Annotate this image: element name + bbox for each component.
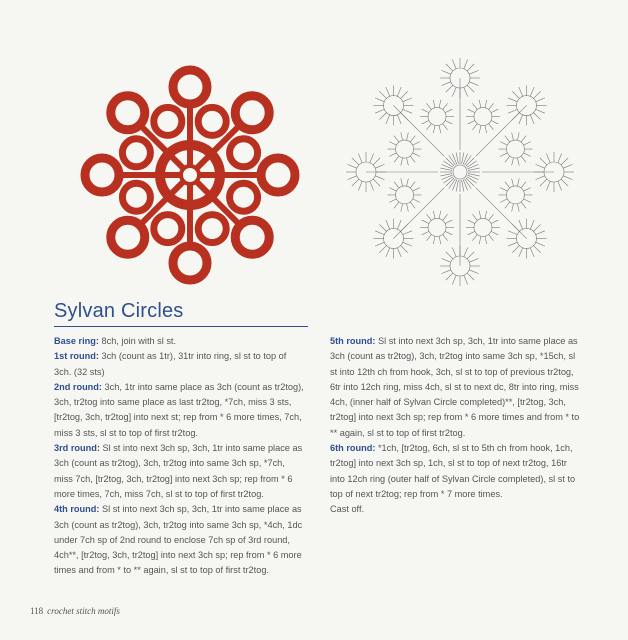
diagram-ring-stitch [375, 109, 384, 113]
diagram-ring-stitch [508, 98, 517, 102]
diagram-ring-stitch [472, 124, 477, 130]
diagram-inner-ring [396, 186, 414, 204]
diagram-ring-stitch [512, 224, 519, 231]
diagram-ring-stitch [443, 103, 448, 109]
diagram-stitch [452, 179, 457, 190]
diagram-ring-stitch [489, 103, 494, 109]
diagram-ring-stitch [407, 132, 409, 140]
diagram-ring-stitch [403, 98, 412, 102]
diagram-ring-stitch [491, 231, 498, 234]
diagram-ring-stitch [530, 115, 534, 124]
instruction-base-ring: Base ring: 8ch, join with sl st. [54, 336, 177, 346]
diagram-ring-stitch [407, 204, 409, 212]
diagram-ring-stitch [370, 181, 374, 190]
diagram-ring-stitch [443, 124, 448, 130]
diagram-ring-stitch [352, 158, 359, 165]
diagram-ring-stitch [479, 125, 481, 133]
diagram-ring-stitch [491, 220, 498, 223]
diagram-ring-stitch [524, 199, 531, 202]
diagram-inner-ring [428, 218, 446, 236]
title-rule [54, 326, 308, 327]
inner-ring [122, 183, 150, 211]
diagram-ring-stitch [505, 202, 510, 208]
diagram-ring-stitch [410, 136, 415, 142]
diagram-ring-stitch [546, 181, 550, 190]
diagram-ring-stitch [413, 199, 420, 202]
diagram-ring-stitch [517, 158, 519, 166]
diagram-ring-stitch [389, 142, 396, 145]
diagram-ring-stitch [410, 202, 415, 208]
diagram-ring-stitch [500, 188, 507, 191]
diagram-ring-stitch [508, 242, 517, 246]
diagram-ring-stitch [401, 224, 408, 231]
diagram-ring-stitch [530, 248, 534, 257]
diagram-ring-stitch [397, 87, 401, 96]
diagram-ring-stitch [397, 220, 401, 229]
diagram-ring-stitch [375, 242, 384, 246]
diagram-ring-stitch [534, 91, 541, 98]
diagram-ring-stitch [397, 115, 401, 124]
diagram-ring-stitch [426, 214, 431, 220]
diagram-ring-stitch [379, 224, 386, 231]
diagram-ring-stitch [472, 214, 477, 220]
diagram-ring-stitch [530, 87, 534, 96]
instruction-round-5: 5th round: Sl st into next 3ch sp, 3ch, 1tr into same place as 3ch (count as tr2tog), 3ch, tr2tog into same 3ch sp, *15ch, sl st into 12th ch from hook, 3ch, sl st to top of previous tr2tog, 6tr into 12ch ring, miss 4ch, sl st to next dc, 8tr into ring, miss 4ch, (inner half of Sylvan Circle completed)**, [tr2tog, 3ch, tr2tog] into next 3ch sp; rep from * 6 more times and from * to ** again, sl st to top of first tr2tog. [330, 336, 580, 438]
diagram-ring-stitch [401, 204, 403, 212]
diagram-inner-ring [396, 140, 414, 158]
diagram-ring-stitch [443, 214, 448, 220]
diagram-ring-stitch [422, 231, 429, 234]
diagram-ring-stitch [386, 220, 390, 229]
diagram-stitch [467, 164, 478, 169]
outer-ring [173, 246, 207, 280]
diagram-ring-stitch [426, 103, 431, 109]
diagram-ring-stitch [452, 248, 456, 257]
diagram-ring-stitch [519, 220, 523, 229]
diagram-ring-stitch [468, 109, 475, 112]
diagram-ring-stitch [500, 142, 507, 145]
diagram-ring-stitch [485, 100, 487, 108]
instruction-round-6: 6th round: *1ch, [tr2tog, 6ch, sl st to 5th ch from hook, 1ch, tr2tog] into next 3ch sp, 1ch, sl st to top of next tr2tog, 16tr into 12ch ring (outer half of Sylvan Circle completed), sl st to top of next tr2tog; rep from * 7 more times. [330, 443, 576, 499]
diagram-ring-stitch [517, 132, 519, 140]
diagram-ring-stitch [370, 154, 374, 163]
diagram-ring-stitch [512, 91, 519, 98]
diagram-ring-stitch [445, 220, 452, 223]
diagram-ring-stitch [479, 100, 481, 108]
diagram-ring-stitch [508, 231, 517, 235]
diagram-ring-stitch [530, 220, 534, 229]
diagram-ring-stitch [433, 211, 435, 219]
diagram-ring-stitch [422, 220, 429, 223]
diagram-ring-stitch [352, 179, 359, 186]
diagram-ring-stitch [401, 246, 408, 253]
diagram-ring-stitch [446, 252, 453, 259]
diagram-inner-ring [506, 140, 524, 158]
diagram-ring-stitch [422, 109, 429, 112]
diagram-ring-stitch [561, 158, 568, 165]
diagram-ring-stitch [401, 91, 408, 98]
outer-ring [235, 220, 269, 254]
diagram-ring-stitch [540, 179, 547, 186]
diagram-ring-stitch [397, 248, 401, 257]
motif-photo [70, 60, 310, 290]
diagram-ring-stitch [521, 136, 526, 142]
diagram-ring-stitch [452, 60, 456, 69]
outer-ring [235, 96, 269, 130]
diagram-inner-ring [474, 218, 492, 236]
diagram-ring-stitch [485, 125, 487, 133]
diagram-ring-stitch [439, 236, 441, 244]
diagram-ring-stitch [469, 70, 478, 74]
instruction-round-3: 3rd round: Sl st into next 3ch sp, 3ch, 1tr into same place as 3ch (count as tr2tog), 3ch, tr2tog into same 3ch sp, *7ch, miss 7ch, [tr2tog, 3ch, tr2tog] into next 3ch sp; rep from * 6 more times, 7ch, miss 7ch, sl st to top of first tr2tog. [54, 443, 303, 499]
inner-ring [230, 139, 258, 167]
diagram-ring-stitch [439, 100, 441, 108]
diagram-ring-stitch [467, 64, 474, 71]
diagram-ring-stitch [517, 204, 519, 212]
instruction-round-4: 4th round: Sl st into next 3ch sp, 3ch, 1tr into same place as 3ch (count as tr2tog), 3ch, tr2tog into same 3ch sp, *4ch, 1dc under 7ch sp of 2nd round to enclose 7ch sp of 3rd round, 4ch**, [tr2tog, 3ch, tr2tog] into next 3ch sp; rep from * 6 more times and from * to ** again, sl st to top of first tr2tog. [54, 504, 303, 576]
diagram-ring-stitch [536, 231, 545, 235]
diagram-ring-stitch [468, 231, 475, 234]
diagram-ring-stitch [403, 231, 412, 235]
diagram-ring-stitch [348, 164, 357, 168]
diagram-ring-stitch [472, 103, 477, 109]
diagram-inner-ring [506, 186, 524, 204]
diagram-ring-stitch [467, 273, 474, 280]
diagram-ring-stitch [464, 248, 468, 257]
diagram-ring-stitch [401, 113, 408, 120]
diagram-ring-stitch [389, 199, 396, 202]
diagram-stitch [468, 168, 480, 170]
instruction-round-2: 2nd round: 3ch, 1tr into same place as 3ch (count as tr2tog), 3ch, tr2tog into same place as last tr2tog, *7ch, miss 3 sts, [tr2tog, 3ch, tr2tog] into next st; rep from * 6 more times, 7ch, miss 3 sts, sl st to top of first tr2tog. [54, 381, 304, 438]
diagram-ring-stitch [519, 87, 523, 96]
diagram-ring-stitch [524, 142, 531, 145]
instruction-round-1: 1st round: 3ch (count as 1tr), 31tr into ring, sl st to top of 3ch. (32 sts) [54, 351, 287, 377]
diagram-ring-stitch [500, 153, 507, 156]
inner-ring [230, 183, 258, 211]
diagram-ring-stitch [469, 82, 478, 86]
diagram-ring-stitch [467, 85, 474, 92]
diagram-ring-stitch [512, 246, 519, 253]
instructions-right-column [330, 334, 580, 518]
diagram-stitch [463, 179, 468, 190]
diagram-ring-stitch [521, 202, 526, 208]
diagram-ring-stitch [524, 188, 531, 191]
diagram-ring-stitch [519, 248, 523, 257]
outer-ring [261, 158, 295, 192]
outer-ring [173, 70, 207, 104]
diagram-ring-stitch [561, 179, 568, 186]
diagram-ring-stitch [512, 113, 519, 120]
diagram-ring-stitch [489, 214, 494, 220]
diagram-ring-stitch [517, 178, 519, 186]
diagram-ring-stitch [442, 258, 451, 262]
diagram-ring-stitch [452, 275, 456, 284]
inner-ring [198, 107, 226, 135]
section-title: crochet stitch motifs [47, 606, 120, 616]
diagram-stitch [440, 174, 452, 176]
diagram-ring-stitch [558, 181, 562, 190]
diagram-ring-stitch [468, 120, 475, 123]
diagram-ring-stitch [445, 109, 452, 112]
diagram-ring-stitch [489, 234, 494, 240]
diagram-ring-stitch [375, 231, 384, 235]
diagram-ring-stitch [413, 142, 420, 145]
inner-ring [154, 215, 182, 243]
page-footer [30, 606, 120, 616]
diagram-ring-stitch [401, 158, 403, 166]
instructions-left-column [54, 334, 304, 579]
diagram-stitch [442, 175, 453, 180]
diagram-ring-stitch [464, 87, 468, 96]
diagram-stitch [442, 164, 453, 169]
diagram-stitch [463, 154, 468, 165]
diagram-ring-stitch [403, 109, 412, 113]
diagram-ring-stitch [379, 91, 386, 98]
diagram-ring-stitch [479, 236, 481, 244]
diagram-ring-stitch [379, 113, 386, 120]
page-number: 118 [30, 606, 44, 616]
diagram-ring-stitch [389, 188, 396, 191]
diagram-ring-stitch [442, 70, 451, 74]
diagram-ring-stitch [373, 158, 380, 165]
diagram-ring-stitch [512, 132, 514, 140]
diagram-ring-stitch [379, 246, 386, 253]
diagram-ring-stitch [546, 154, 550, 163]
diagram-ring-stitch [403, 242, 412, 246]
diagram-ring-stitch [464, 60, 468, 69]
center-hole [181, 166, 199, 184]
diagram-ring-stitch [446, 64, 453, 71]
diagram-ring-stitch [442, 82, 451, 86]
diagram-ring-stitch [389, 153, 396, 156]
diagram-stitch [468, 174, 480, 176]
diagram-ring-stitch [512, 204, 514, 212]
diagram-ring-stitch [489, 124, 494, 130]
diagram-ring-stitch [534, 224, 541, 231]
diagram-ring-stitch [524, 153, 531, 156]
diagram-ring-stitch [433, 125, 435, 133]
diagram-ring-stitch [468, 220, 475, 223]
diagram-ring-stitch [452, 87, 456, 96]
outer-ring [111, 96, 145, 130]
diagram-ring-stitch [373, 179, 380, 186]
diagram-ring-stitch [536, 98, 545, 102]
diagram-stitch [462, 152, 464, 164]
diagram-ring-stitch [534, 113, 541, 120]
diagram-ring-stitch [348, 176, 357, 180]
diagram-ring-stitch [433, 100, 435, 108]
diagram-ring-stitch [394, 182, 399, 188]
diagram-inner-ring [474, 108, 492, 126]
diagram-stitch [456, 152, 458, 164]
diagram-ring-stitch [386, 115, 390, 124]
inner-ring [198, 215, 226, 243]
diagram-ring-stitch [464, 275, 468, 284]
diagram-ring-stitch [512, 178, 514, 186]
diagram-ring-stitch [540, 158, 547, 165]
diagram-ring-stitch [358, 154, 362, 163]
diagram-ring-stitch [394, 156, 399, 162]
diagram-ring-stitch [394, 202, 399, 208]
diagram-ring-stitch [375, 176, 384, 180]
diagram-ring-stitch [500, 199, 507, 202]
diagram-ring-stitch [413, 153, 420, 156]
diagram-ring-stitch [407, 178, 409, 186]
diagram-ring-stitch [443, 234, 448, 240]
inner-ring [154, 107, 182, 135]
diagram-ring-stitch [563, 176, 572, 180]
diagram-ring-stitch [401, 178, 403, 186]
diagram-ring-stitch [508, 109, 517, 113]
diagram-stitch [452, 154, 457, 165]
diagram-ring-stitch [445, 120, 452, 123]
diagram-ring-stitch [536, 176, 545, 180]
diagram-ring-stitch [410, 156, 415, 162]
diagram-ring-stitch [407, 158, 409, 166]
diagram-stitch [456, 180, 458, 192]
pattern-title: Sylvan Circles [54, 300, 184, 322]
diagram-ring-stitch [439, 211, 441, 219]
diagram-ring-stitch [563, 164, 572, 168]
diagram-ring-stitch [469, 258, 478, 262]
diagram-ring-stitch [375, 98, 384, 102]
diagram-ring-stitch [485, 236, 487, 244]
diagram-ring-stitch [505, 136, 510, 142]
diagram-ring-stitch [446, 85, 453, 92]
diagram-ring-stitch [410, 182, 415, 188]
diagram-ring-stitch [512, 158, 514, 166]
diagram-ring-stitch [358, 181, 362, 190]
diagram-ring-stitch [505, 182, 510, 188]
diagram-ring-stitch [445, 231, 452, 234]
diagram-ring-stitch [426, 234, 431, 240]
diagram-ring-stitch [521, 182, 526, 188]
diagram-stitch [467, 175, 478, 180]
diagram-ring-stitch [536, 242, 545, 246]
inner-ring [122, 139, 150, 167]
diagram-ring-stitch [442, 270, 451, 274]
diagram-ring-stitch [534, 246, 541, 253]
diagram-stitch [440, 168, 452, 170]
diagram-ring-stitch [485, 211, 487, 219]
diagram-ring-stitch [439, 125, 441, 133]
outer-ring [85, 158, 119, 192]
diagram-ring-stitch [386, 87, 390, 96]
diagram-ring-stitch [386, 248, 390, 257]
diagram-ring-stitch [422, 120, 429, 123]
diagram-ring-stitch [401, 132, 403, 140]
diagram-ring-stitch [558, 154, 562, 163]
diagram-ring-stitch [536, 164, 545, 168]
stitch-diagram [340, 52, 580, 292]
diagram-ring-stitch [472, 234, 477, 240]
diagram-ring-stitch [469, 270, 478, 274]
diagram-ring-stitch [491, 120, 498, 123]
instruction-cast-off: Cast off. [330, 504, 365, 515]
diagram-center [453, 165, 467, 179]
diagram-ring-stitch [521, 156, 526, 162]
diagram-ring-stitch [394, 136, 399, 142]
diagram-ring-stitch [505, 156, 510, 162]
diagram-ring-stitch [467, 252, 474, 259]
diagram-stitch [462, 180, 464, 192]
outer-ring [111, 220, 145, 254]
diagram-ring-stitch [375, 164, 384, 168]
diagram-ring-stitch [519, 115, 523, 124]
diagram-ring-stitch [426, 124, 431, 130]
diagram-ring-stitch [536, 109, 545, 113]
diagram-inner-ring [428, 108, 446, 126]
diagram-ring-stitch [413, 188, 420, 191]
diagram-ring-stitch [479, 211, 481, 219]
diagram-ring-stitch [446, 273, 453, 280]
diagram-ring-stitch [491, 109, 498, 112]
diagram-ring-stitch [433, 236, 435, 244]
